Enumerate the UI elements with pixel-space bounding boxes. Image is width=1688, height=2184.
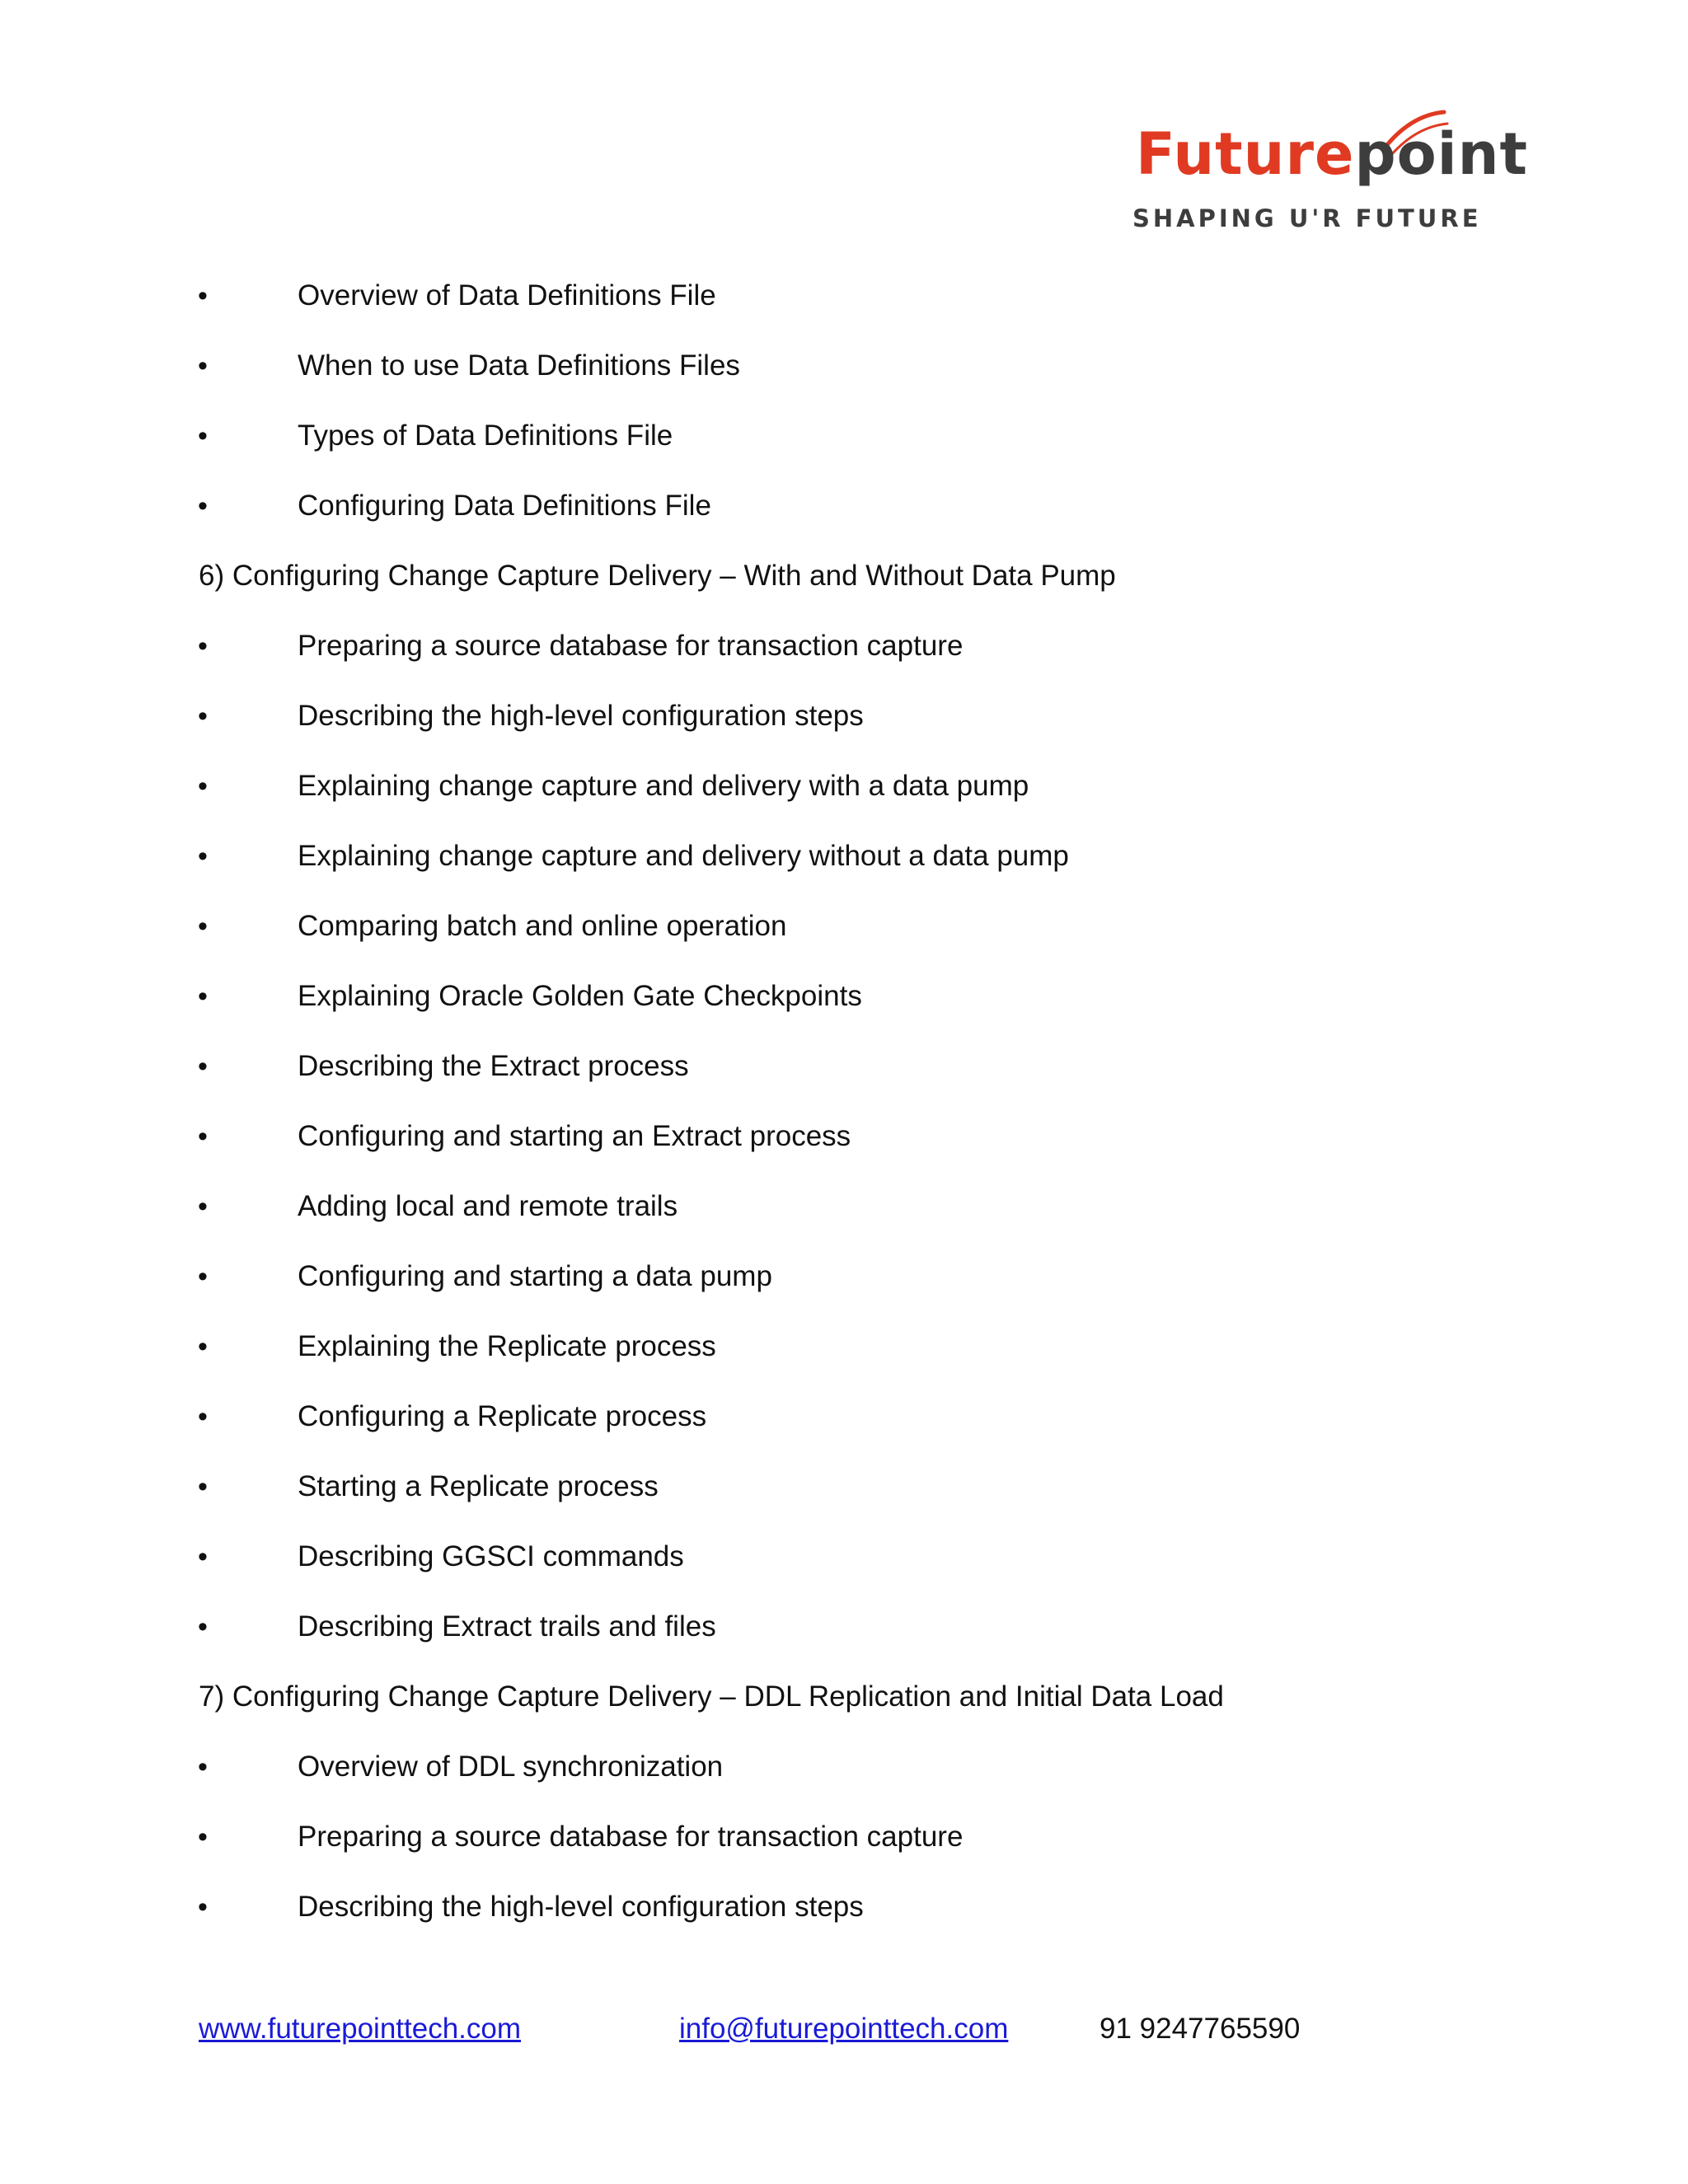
logo-wordmark — [1136, 120, 1528, 188]
list-item-text: Describing the high-level configuration steps — [298, 700, 864, 732]
section-heading-text: 7) Configuring Change Capture Delivery – DDL Replication and Initial Data Load — [199, 1680, 1224, 1713]
list-item-text: Describing Extract trails and files — [298, 1610, 716, 1643]
logo-wordmark-part2: point — [1354, 120, 1528, 188]
list-item — [0, 626, 1688, 696]
bullet-icon: • — [198, 1611, 208, 1643]
list-item-text: Describing GGSCI commands — [298, 1540, 684, 1572]
list-item — [0, 345, 1688, 415]
list-item-text: Overview of DDL synchronization — [298, 1750, 724, 1783]
list-item — [0, 275, 1688, 345]
phone-number: 91 9247765590 — [1100, 2013, 1301, 2045]
list-item — [0, 1326, 1688, 1396]
bullet-icon: • — [198, 841, 208, 872]
section-heading — [0, 555, 1688, 626]
list-item-text: When to use Data Definitions Files — [298, 349, 740, 382]
list-item-text: Adding local and remote trails — [298, 1190, 678, 1222]
list-item-text: Preparing a source database for transaction capture — [298, 1821, 964, 1853]
list-item — [0, 1116, 1688, 1186]
email-link[interactable]: info@futurepointtech.com — [679, 2013, 1009, 2045]
list-item — [0, 1256, 1688, 1326]
list-item — [0, 415, 1688, 485]
bullet-icon: • — [198, 1891, 208, 1923]
section-heading — [0, 1676, 1688, 1746]
bullet-icon: • — [198, 630, 208, 662]
bullet-icon: • — [198, 490, 208, 522]
list-item — [0, 1886, 1688, 1957]
bullet-icon: • — [198, 1191, 208, 1222]
list-item-text: Configuring and starting a data pump — [298, 1260, 772, 1292]
list-item — [0, 836, 1688, 906]
document-body — [0, 275, 1688, 1957]
bullet-icon: • — [198, 1121, 208, 1152]
section-heading-text: 6) Configuring Change Capture Delivery – With and Without Data Pump — [199, 560, 1116, 592]
bullet-icon: • — [198, 350, 208, 382]
list-item — [0, 766, 1688, 836]
list-item-text: Comparing batch and online operation — [298, 910, 787, 942]
bullet-icon: • — [198, 1471, 208, 1502]
logo-tagline: SHAPING U'R FUTURE — [1132, 204, 1482, 232]
list-item-text: Configuring a Replicate process — [298, 1400, 707, 1432]
list-item-text: Types of Data Definitions File — [298, 419, 673, 452]
list-item — [0, 1046, 1688, 1116]
list-item-text: Describing the Extract process — [298, 1050, 689, 1082]
list-item — [0, 1816, 1688, 1886]
list-item-text: Explaining the Replicate process — [298, 1330, 716, 1362]
list-item-text: Configuring and starting an Extract process — [298, 1120, 851, 1152]
bullet-icon: • — [198, 701, 208, 732]
bullet-icon: • — [198, 1261, 208, 1292]
bullet-icon: • — [198, 420, 208, 452]
list-item — [0, 906, 1688, 976]
list-item-text: Configuring Data Definitions File — [298, 490, 711, 522]
logo-wordmark-part1: Future — [1136, 120, 1355, 188]
list-item — [0, 1746, 1688, 1816]
list-item — [0, 1396, 1688, 1466]
list-item — [0, 1606, 1688, 1676]
list-item-text: Starting a Replicate process — [298, 1470, 659, 1502]
bullet-icon: • — [198, 280, 208, 312]
bullet-icon: • — [198, 911, 208, 942]
list-item-text: Explaining change capture and delivery without a data pump — [298, 840, 1069, 872]
bullet-icon: • — [198, 1821, 208, 1853]
list-item — [0, 1536, 1688, 1606]
bullet-icon: • — [198, 1751, 208, 1783]
list-item-text: Explaining change capture and delivery with a data pump — [298, 770, 1029, 802]
list-item-text: Overview of Data Definitions File — [298, 279, 716, 312]
bullet-icon: • — [198, 1401, 208, 1432]
list-item-text: Explaining Oracle Golden Gate Checkpoints — [298, 980, 862, 1012]
list-item — [0, 485, 1688, 555]
list-item — [0, 1466, 1688, 1536]
list-item — [0, 1186, 1688, 1256]
bullet-icon: • — [198, 1331, 208, 1362]
bullet-icon: • — [198, 1051, 208, 1082]
company-logo — [1121, 107, 1528, 239]
list-item-text: Describing the high-level configuration steps — [298, 1891, 864, 1923]
list-item-text: Preparing a source database for transaction capture — [298, 630, 964, 662]
list-item — [0, 976, 1688, 1046]
bullet-icon: • — [198, 1541, 208, 1572]
list-item — [0, 696, 1688, 766]
bullet-icon: • — [198, 981, 208, 1012]
bullet-icon: • — [198, 771, 208, 802]
website-link[interactable]: www.futurepointtech.com — [199, 2013, 522, 2045]
